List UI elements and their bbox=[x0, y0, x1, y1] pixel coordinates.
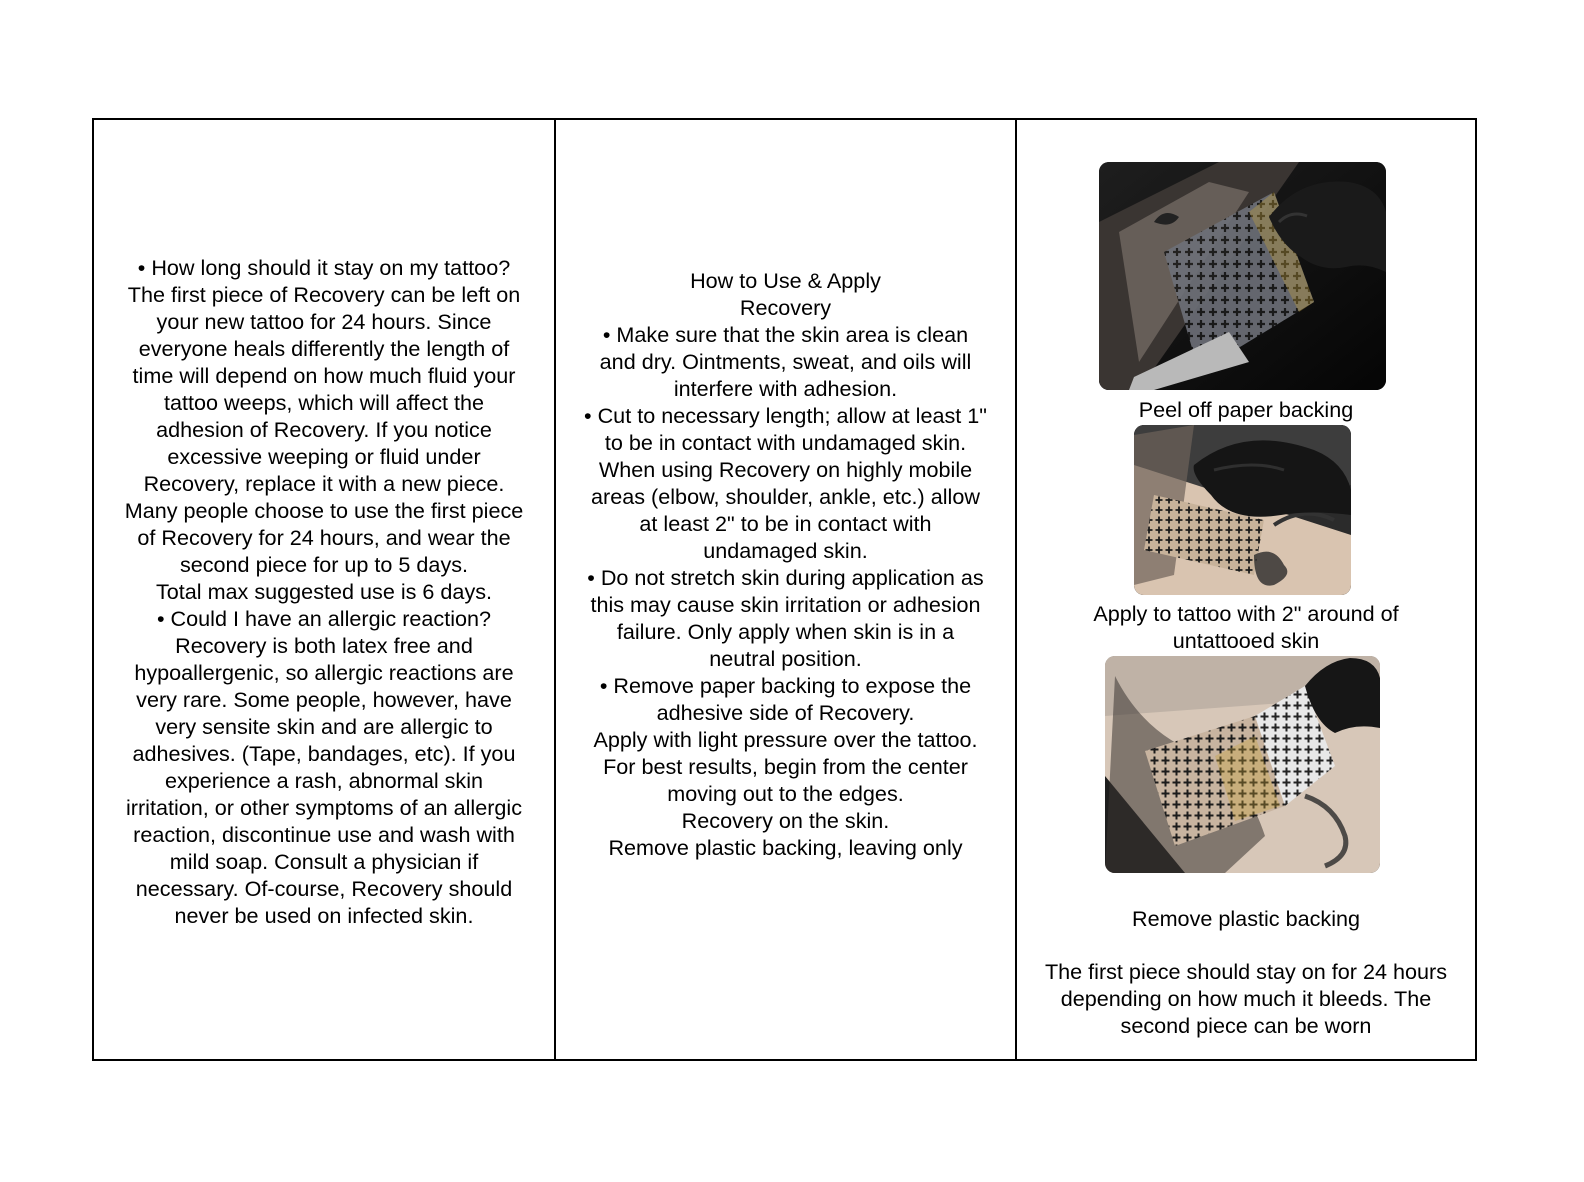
instructions-table bbox=[92, 118, 1477, 1061]
faq-text: • How long should it stay on my tattoo? The first piece of Recovery can be left on your new tattoo for 24 hours. Since everyone heals differently the length of time will depend on how much fluid your tattoo weeps, which will affect the adhesion of Recovery. If you notice excessive weeping or fluid under Recovery, replace it with a new piece. Many people choose to use the first piece of Recovery for 24 hours, and wear the second piece for up to 5 days. Total max suggested use is 6 days. • Could I have an allergic reaction? Recovery is both latex free and hypoallergenic, so allergic reactions are very rare. Some people, however, have very sensite skin and are allergic to adhesives. (Tape, bandages, etc). If you experience a rash, abnormal skin irritation, or other symptoms of an allergic reaction, discontinue use and wash with mild soap. Consult a physician if necessary. Of-course, Recovery should never be used on infected skin. bbox=[124, 255, 524, 928]
remove-plastic-photo bbox=[1105, 656, 1380, 873]
caption-peel-paper: Peel off paper backing bbox=[1138, 397, 1354, 422]
caption-apply-tattoo: Apply to tattoo with 2" around of untattooed skin bbox=[1093, 601, 1399, 653]
how-to-column bbox=[556, 120, 1017, 1059]
apply-tattoo-photo bbox=[1134, 425, 1351, 595]
steps-column bbox=[1017, 120, 1475, 1059]
wear-duration-note: The first piece should stay on for 24 hours depending on how much it bleeds. The second piece can be worn bbox=[1044, 959, 1448, 1038]
faq-column bbox=[94, 120, 556, 1059]
peel-paper-photo bbox=[1099, 162, 1386, 390]
how-to-text: How to Use & Apply Recovery • Make sure that the skin area is clean and dry. Ointments, sweat, and oils will interfere with adhesion. • Cut to necessary length; allow at least 1" to be in contact with undamaged skin. When using Recovery on highly mobile areas (elbow, shoulder, ankle, etc.) allow at least 2" to be in contact with undamaged skin. • Do not stretch skin during application as this may cause skin irritation or adhesion failure. Only apply when skin is in a neutral position. • Remove paper backing to expose the adhesive side of Recovery. Apply with light pressure over the tattoo. For best results, begin from the center moving out to the edges. Recovery on the skin. Remove plastic backing, leaving only bbox=[584, 268, 987, 860]
caption-remove-plastic: Remove plastic backing bbox=[1131, 906, 1361, 931]
